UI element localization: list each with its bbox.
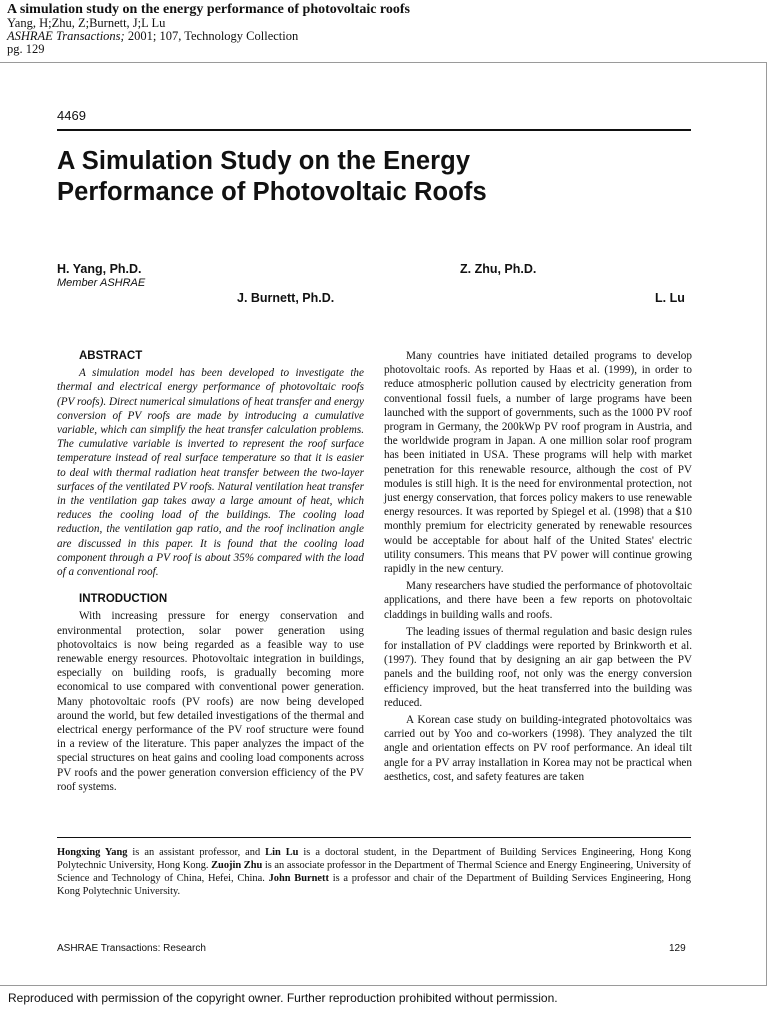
author-lu: L. Lu	[655, 291, 685, 305]
author-zhu: Z. Zhu, Ph.D.	[460, 262, 537, 276]
footnote-name-burnett: John Burnett	[268, 873, 329, 884]
paper-page	[0, 62, 767, 986]
paper-title	[57, 146, 697, 208]
footnote-name-yang: Hongxing Yang	[57, 847, 128, 858]
author-yang: H. Yang, Ph.D.	[57, 262, 142, 276]
author-burnett: J. Burnett, Ph.D.	[237, 291, 335, 305]
running-footer: ASHRAE Transactions: Research	[57, 943, 206, 954]
page-number: 129	[669, 943, 686, 954]
author-yang-membership: Member ASHRAE	[57, 277, 146, 289]
citation-page: pg. 129	[7, 42, 45, 56]
citation-issue: 2001; 107, Technology Collection	[124, 29, 299, 43]
introduction-paragraph-1: With increasing pressure for energy conservation and environmental protection, solar power generation using photovoltaics is now being regarded as a feasible way to use renewable energy resources. Photovoltaic integration in buildings, especially on building roofs, is gradually becoming more economical to use compared with conventional power generation. Many photovoltaic roofs (PV roofs) are now being developed around the world, but few detailed investigations of the thermal and electrical energy performance of the PV roof structure were found in a review of the literature. This paper analyzes the impact of the special structures on heat gains and cooling load components across PV roofs and the power generation conversion efficiency of the PV roof systems.	[57, 610, 364, 793]
footnote-name-lu: Lin Lu	[265, 847, 299, 858]
abstract-heading: ABSTRACT	[79, 350, 143, 362]
footnote-text-2: is a doctoral student, in the Department of Building Services Engineering, Hong Kong Polytechnic University, Hong Kong.	[57, 847, 692, 871]
left-column	[57, 349, 364, 794]
author-affiliations-footnote	[57, 837, 691, 898]
footnote-text-1: is an assistant professor, and	[127, 847, 266, 858]
footnote-name-zhu: Zuojin Zhu	[211, 860, 263, 871]
footnote-text-3: is an associate professor in the Department of Thermal Science and Energy Engineering, University of Science and Technology of China, Hefei, China.	[57, 860, 691, 884]
right-column	[384, 349, 692, 784]
header-rule	[57, 129, 691, 131]
introduction-heading: INTRODUCTION	[79, 593, 168, 606]
citation-source	[7, 30, 747, 43]
right-paragraph-4: A Korean case study on building-integrated photovoltaics was carried out by Yoo and co-workers (1998). They analyzed the tilt angle and orientation effects on PV roof performance. An ideal tilt angle for a PV array installation in Korea may not be practical when aesthetics, cost, and safety features are taken	[384, 714, 692, 783]
abstract-text: A simulation model has been developed to investigate the thermal and electrical energy performance of photovoltaic roofs (PV roofs). Direct numerical simulations of heat transfer and energy conversion of PV roofs are made by introducing a cumulative variable, which can simplify the heat transfer calculation problems. The cumulative variable is inverted to represent the roof surface temperature instead of real surface temperature so that it is easier to deal with thermal radiation heat transfer between the two-layer surfaces of the ventilated PV roofs. Natural ventilation heat transfer in the ventilation gap takes away a large amount of heat, which reduces the cooling load of the buildings. The cooling load reduction, the ventilation gap ratio, and the roof inclination angle are discussed in this paper. It is found that the cooling load component through a PV roof is about 35% compared with the load of a conventional roof.	[57, 367, 364, 579]
article-number: 4469	[57, 108, 86, 123]
paper-title-line-2: Performance of Photovoltaic Roofs	[57, 178, 487, 206]
footnote-text-4: is a professor and chair of the Department of Building Services Engineering, Hong Kong Polytechnic University.	[57, 873, 692, 897]
right-paragraph-2: Many researchers have studied the performance of photovoltaic applications, and there have been a few reports on photovoltaic claddings in building walls and roofs.	[384, 580, 692, 621]
citation-header	[7, 2, 747, 56]
permission-notice: Reproduced with permission of the copyright owner. Further reproduction prohibited without permission.	[8, 991, 558, 1005]
right-paragraph-1: Many countries have initiated detailed programs to develop photovoltaic roofs. As reported by Haas et al. (1999), in order to reduce atmospheric pollution caused by electricity generation from conventional fossil fuels, a number of large programs have been launched with the support of governments, such as the 1000 PV roof program in Germany, the 200kWp PV roof program in Austria, and the worldwide program in Japan. A one million solar roof program has been initiated in USA. These programs will help with market penetration for this renewable resource, although the cost of PV modules is still high. It is the need for environmental protection, not just energy conservation, that forces policy makers to use renewable energy resources. It was reported by Spiegel et al. (1998) that a $10 monthly premium for electricity generated by renewable resources would be acceptable for about half of the United States' electric utility consumers. This means that PV power will continue growing rapidly in the new century.	[384, 350, 692, 576]
citation-journal: ASHRAE Transactions;	[7, 29, 125, 43]
citation-authors: Yang, H;Zhu, Z;Burnett, J;L Lu	[7, 16, 166, 30]
citation-title: A simulation study on the energy performance of photovoltaic roofs	[7, 2, 410, 17]
paper-title-line-1: A Simulation Study on the Energy	[57, 147, 471, 175]
right-paragraph-3: The leading issues of thermal regulation and basic design rules for installation of PV claddings were reported by Brinkworth et al. (1997). They found that by designing an air gap between the PV panels and the building roof, not only was the energy conversion efficiency improved, but the heat transferred into the building was reduced.	[384, 625, 692, 709]
